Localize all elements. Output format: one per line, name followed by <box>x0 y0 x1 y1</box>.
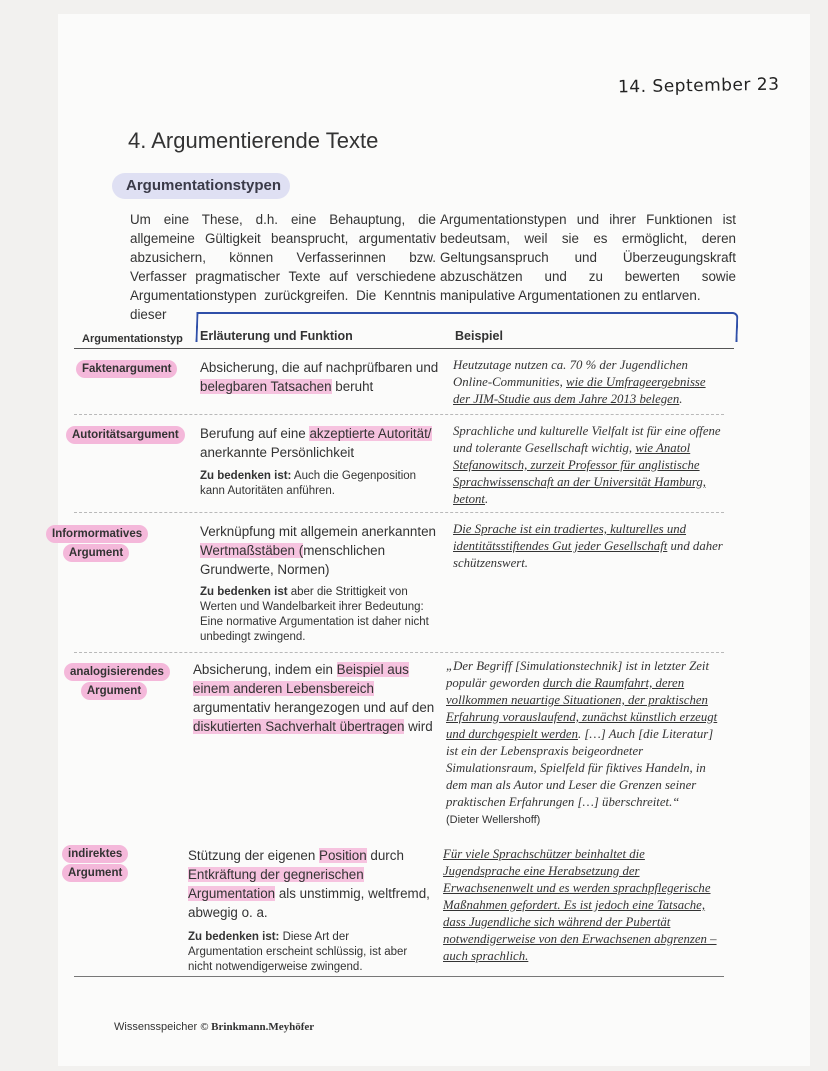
explanation-text: Berufung auf eine <box>200 426 310 441</box>
example-text: . […] Auch [die Literatur] ist ein der Lebenspraxis beigeordneter Simulationsraum, Spielfeld für fiktives Handeln, in dem man als Autor und Leser die Grenzen seiner praktischen Erfahrungen […] überschreitet.“ <box>446 727 714 809</box>
example-text: . <box>679 392 683 406</box>
row-divider <box>74 512 724 513</box>
row-explanation-indirekt <box>188 846 434 922</box>
highlighted-text: Position <box>319 848 367 863</box>
type-tag-line2: Argument <box>63 544 129 562</box>
row-note-normativ <box>200 585 440 645</box>
highlighted-text: belegbaren Tatsachen <box>200 379 332 394</box>
row-type-autoritaet <box>66 425 185 444</box>
highlighted-text: Beispiel aus einem anderen Lebensbereich <box>193 662 409 696</box>
row-type-normativ <box>46 524 146 562</box>
row-example-indirekt <box>443 846 719 965</box>
note-label: Zu bedenken ist <box>200 586 288 598</box>
type-tag-line1: indirektes <box>62 845 128 863</box>
row-note-autoritaet <box>200 469 440 499</box>
header-type: Argumentationstyp <box>82 333 183 345</box>
row-explanation-autoritaet <box>200 424 445 462</box>
note-text: Auch die Gegenposition kann Autoritäten anführen. <box>200 470 417 497</box>
highlighted-text: Entkräftung der gegnerischen Argumentation <box>188 867 364 901</box>
highlighted-text: Wertmaßstäben ( <box>200 543 304 558</box>
section-label: Argumentationstypen <box>112 173 290 199</box>
handwritten-date: 14. September 23 <box>617 74 780 98</box>
page-footer <box>114 1021 314 1033</box>
explanation-text: anerkannte Persönlichkeit <box>200 445 355 460</box>
underlined-text: durch die Raumfahrt, deren vollkommen neuartige Situationen, der praktischen Erfahrung vorauslaufend, zunächst künstlich erzeugt und durchgespielt werden <box>446 676 718 741</box>
example-source: (Dieter Wellershoff) <box>446 814 541 826</box>
row-divider <box>74 414 724 415</box>
underlined-text: Die Sprache ist ein tradiertes, kulturelles und identitätsstiftendes Gut jeder Gesellschaft <box>453 522 687 553</box>
row-explanation-analog <box>193 660 443 736</box>
note-label: Zu bedenken ist: <box>188 931 280 943</box>
type-tag-line2: Argument <box>81 682 147 700</box>
example-text: „Der Begriff [Simulationstechnik] ist in letzter Zeit populär geworden <box>446 659 710 690</box>
example-text: Heutzutage nutzen ca. 70 % der Jugendlichen Online-Communities, <box>453 358 688 389</box>
explanation-text: Absicherung, indem ein <box>193 662 337 677</box>
example-text: und daher schützenswert. <box>453 539 723 570</box>
underlined-text: wie die Umfrageergebnisse der JIM-Studie aus dem Jahre 2013 belegen <box>453 375 706 406</box>
explanation-text: Stützung der eigenen <box>188 848 320 863</box>
row-type-indirekt <box>62 844 124 882</box>
row-note-indirekt <box>188 930 418 975</box>
row-example-autoritaet <box>453 423 723 508</box>
row-explanation-normativ <box>200 522 445 579</box>
underlined-text: Für viele Sprachschützer beinhaltet die Jugendsprache eine Herabsetzung der Erwachsenenwelt und es werden sprachpflegerische Maßnahmen gefordert. Es ist jedoch eine Tatsache, dass Jugendliche sich während der Pubertät notwendigerweise von den Erwachsenen abgrenzen – auch sprachlich. <box>443 847 717 963</box>
row-explanation-fakten <box>200 358 445 396</box>
header-example: Beispiel <box>455 329 503 343</box>
explanation-text: beruht <box>331 379 374 394</box>
type-tag-line1: Informormatives <box>46 525 148 543</box>
type-tag-line2: Argument <box>62 864 128 882</box>
row-divider <box>74 652 724 653</box>
explanation-text: menschlichen Grundwerte, Normen) <box>200 543 386 577</box>
intro-left-column: Um eine These, d.h. eine Behauptung, die allgemeine Gültigkeit beansprucht, argumentativ abzusichern, können Verfasserinnen bzw. Verfasser pragmatischer Texte auf verschiedene Argumentationstypen zurückgreifen. Die Kenntnis dieser <box>130 212 436 322</box>
type-tag: Autoritätsargument <box>66 426 185 444</box>
note-text: aber die Strittigkeit von Werten und Wandelbarkeit ihrer Bedeutung: Eine normative Argumentation ist daher nicht unbedingt zwingend. <box>200 586 429 643</box>
type-tag: Faktenargument <box>76 360 177 378</box>
underlined-text: wie Anatol Stefanowitsch, zurzeit Professor für anglistische Sprachwissenschaft an der Universität Hamburg, betont <box>453 441 706 506</box>
example-text: Sprachliche und kulturelle Vielfalt ist für eine offene und tolerante Gesellschaft wichtig, <box>453 424 721 455</box>
explanation-text: wird <box>404 719 433 734</box>
row-type-fakten <box>76 359 177 378</box>
highlighted-text: diskutierten Sachverhalt übertragen <box>193 719 405 734</box>
header-explanation: Erläuterung und Funktion <box>200 329 353 343</box>
type-tag-line1: analogisierendes <box>64 663 170 681</box>
highlighted-text: akzeptierte Autorität/ <box>309 426 432 441</box>
example-text: . <box>485 492 489 506</box>
explanation-text: durch <box>366 848 404 863</box>
row-example-fakten <box>453 357 723 408</box>
footer-label: Wissensspeicher <box>114 1021 198 1033</box>
header-rule <box>74 348 734 349</box>
intro-right-column: Argumentationstypen und ihrer Funktionen ist bedeutsam, weil sie es ermöglicht, deren Geltungsanspruch und Überzeugungskraft abzuschätzen und zu bewerten sowie manipulative Argumentationen zu entlarven. <box>440 212 736 303</box>
explanation-text: Verknüpfung mit allgemein anerkannten <box>200 524 436 539</box>
explanation-text: Absicherung, die auf nachprüfbaren und <box>200 360 439 375</box>
explanation-text: argumentativ herangezogen und auf den <box>193 700 435 715</box>
page-title: 4. Argumentierende Texte <box>128 128 379 153</box>
footer-publisher: © Brinkmann.Meyhöfer <box>200 1021 315 1033</box>
row-type-analog <box>64 662 164 700</box>
row-example-analog <box>446 658 722 829</box>
note-text: Diese Art der Argumentation erscheint schlüssig, ist aber nicht notwendigerweise zwingend. <box>188 931 408 973</box>
table-bottom-rule <box>74 976 724 977</box>
row-example-normativ <box>453 521 723 572</box>
explanation-text: als unstimmig, weltfremd, abwegig o. a. <box>188 886 430 920</box>
note-label: Zu bedenken ist: <box>200 470 292 482</box>
